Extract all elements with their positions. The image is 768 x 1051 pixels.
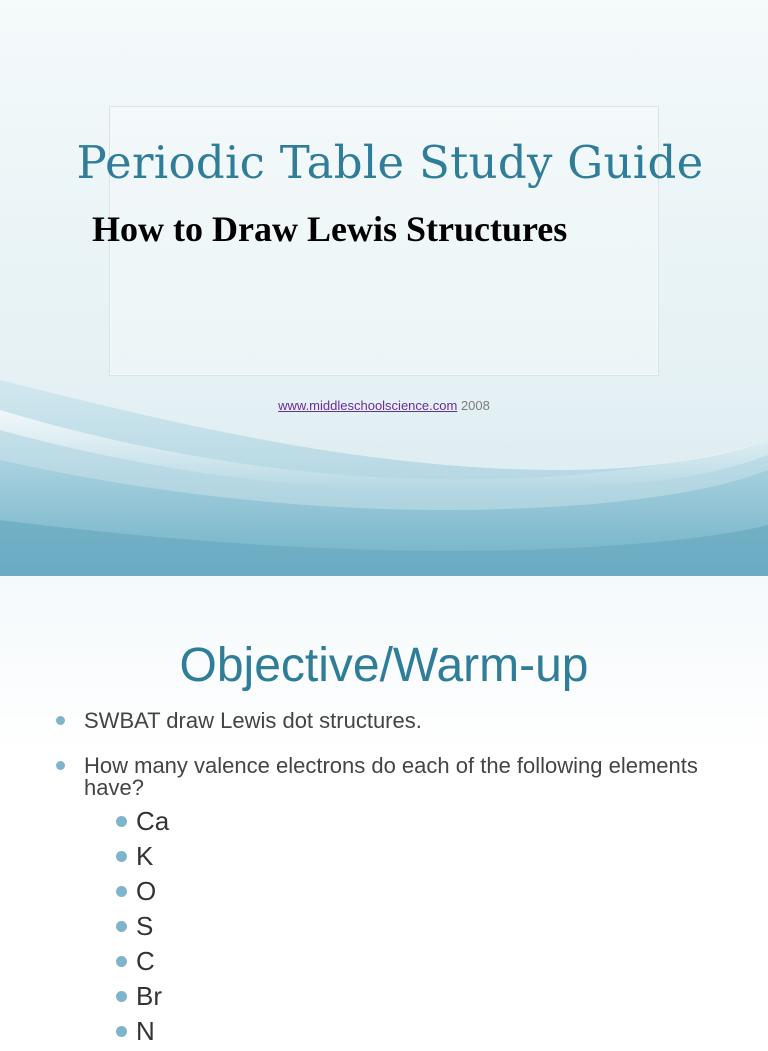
bullet-text: SWBAT draw Lewis dot structures. — [84, 708, 422, 733]
list-item — [52, 755, 732, 799]
element-item — [114, 876, 169, 911]
bullet-dot-icon — [116, 816, 127, 827]
bullet-dot-icon — [56, 761, 65, 770]
element-item — [114, 911, 169, 946]
element-symbol: O — [136, 876, 157, 906]
element-item — [114, 1016, 169, 1051]
list-item — [52, 710, 732, 732]
element-symbol: K — [136, 841, 154, 871]
credit-line — [0, 398, 768, 413]
element-symbol: C — [136, 946, 155, 976]
bullet-dot-icon — [116, 886, 127, 897]
credit-year: 2008 — [460, 398, 490, 413]
bullet-dot-icon — [116, 1026, 127, 1037]
bullet-dot-icon — [116, 851, 127, 862]
slide-title: Periodic Table Study Guide — [76, 136, 704, 189]
slide-subtitle: How to Draw Lewis Structures — [92, 209, 568, 249]
element-item — [114, 841, 169, 876]
bullet-dot-icon — [116, 991, 127, 1002]
element-list — [114, 806, 169, 1051]
bullet-text: How many valence electrons do each of the following elements have? — [84, 753, 698, 800]
objective-slide — [0, 576, 768, 1046]
element-item — [114, 946, 169, 981]
element-symbol: Br — [136, 981, 162, 1011]
element-symbol: Ca — [136, 806, 170, 836]
bullet-dot-icon — [116, 921, 127, 932]
element-item — [114, 806, 169, 841]
element-symbol: N — [136, 1016, 155, 1046]
element-symbol: S — [136, 911, 154, 941]
element-item — [114, 981, 169, 1016]
objective-title: Objective/Warm-up — [179, 639, 589, 692]
bullet-dot-icon — [116, 956, 127, 967]
website-link[interactable]: www.middleschoolscience.com — [278, 398, 458, 413]
bullet-dot-icon — [56, 716, 65, 725]
